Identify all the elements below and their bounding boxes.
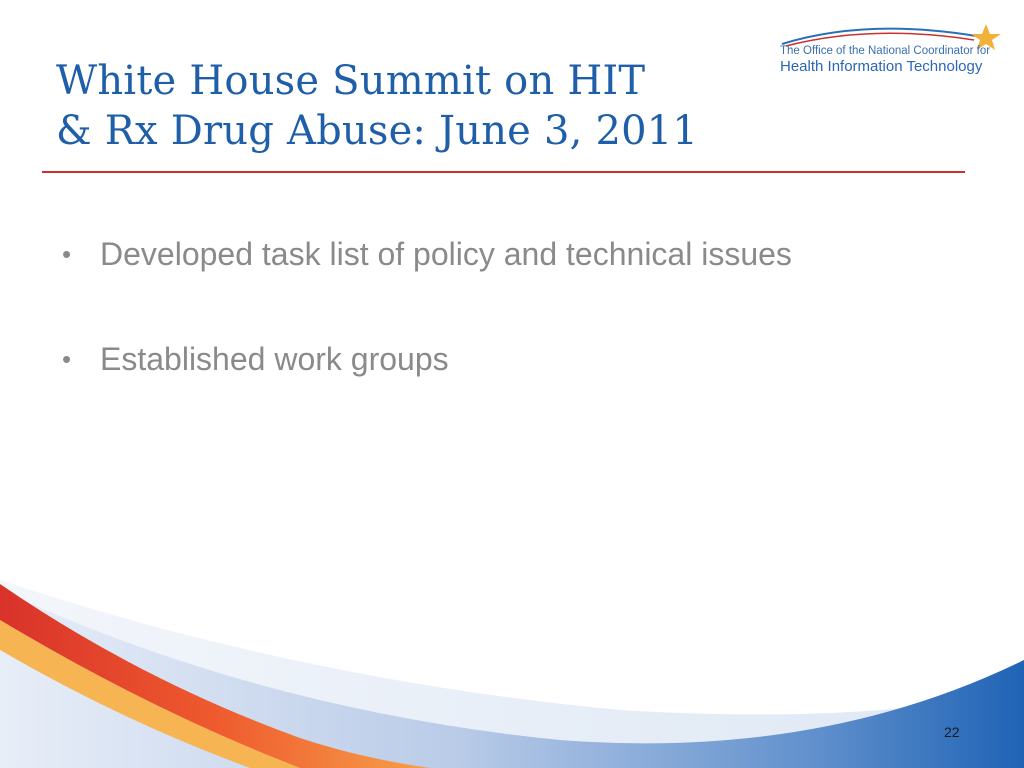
title-line-2: & Rx Drug Abuse: June 3, 2011 [56,108,699,154]
title-divider [42,171,965,173]
logo-line-2: Health Information Technology [780,58,983,75]
bullet-list [60,228,792,438]
decorative-swoosh [0,560,1024,768]
bullet-text: Developed task list of policy and technical issues [100,236,792,272]
logo-line-1: The Office of the National Coordinator for [780,45,991,57]
bullet-icon: • [62,239,72,269]
slide-title [56,56,698,156]
bullet-item [60,333,792,385]
title-line-1: White House Summit on HIT [56,58,646,104]
bullet-text: Established work groups [100,341,449,377]
bullet-icon: • [62,344,72,374]
onc-logo [776,22,1006,82]
bullet-item [60,228,792,280]
page-number: 22 [944,724,960,740]
